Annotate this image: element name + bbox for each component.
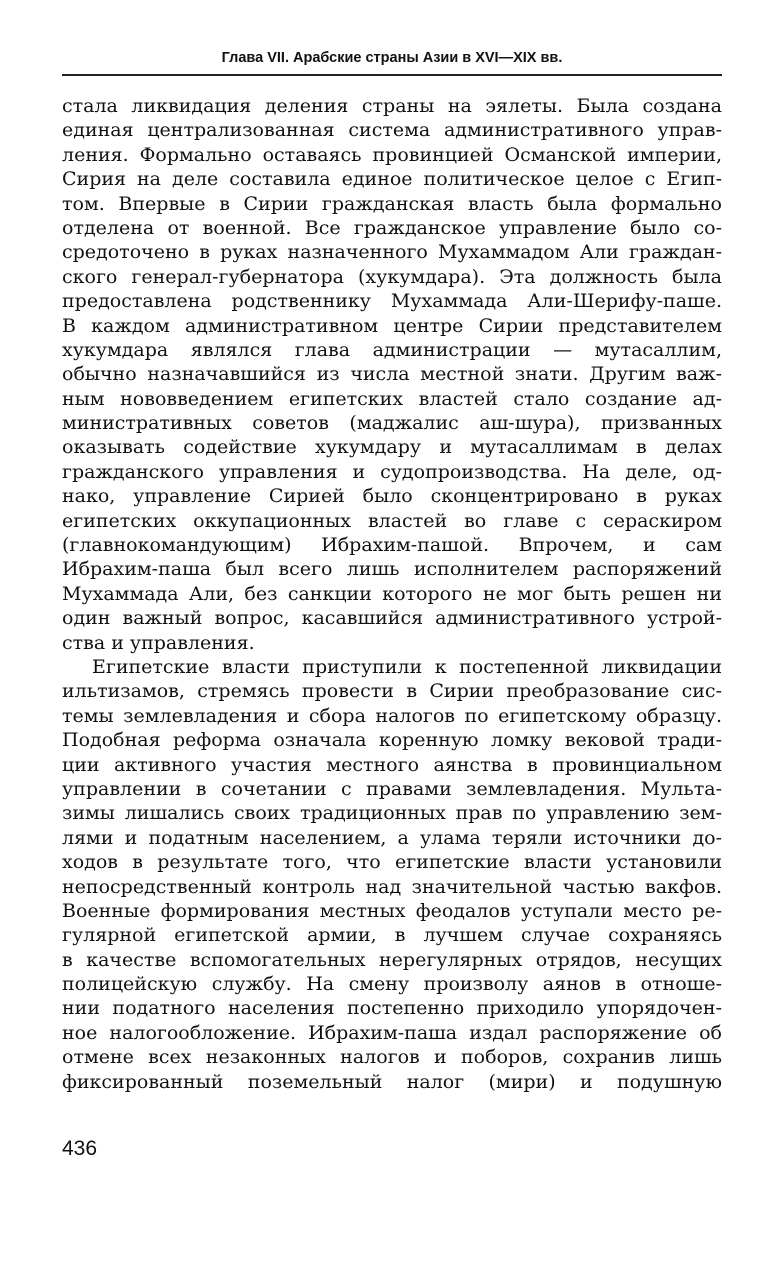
text-line: темы землевладения и сбора налогов по египетскому образцу.: [62, 704, 722, 727]
text-line: хукумдара являлся глава администрации — мутасаллим,: [62, 338, 722, 361]
text-line: непосредственный контроль над значительной частью вакфов.: [62, 875, 722, 898]
text-line: Военные формирования местных феодалов уступали место ре-: [62, 899, 722, 922]
text-line: нако, управление Сирией было сконцентрировано в руках: [62, 485, 722, 508]
text-line: том. Впервые в Сирии гражданская власть была формально: [62, 192, 722, 215]
text-line: гражданского управления и судопроизводства. На деле, од-: [62, 460, 722, 483]
text-line: управлении в сочетании с правами землевладения. Мульта-: [62, 777, 722, 800]
text-line: предоставлена родственнику Мухаммада Али-Шерифу-паше.: [62, 290, 722, 313]
body-text: [62, 94, 722, 1094]
text-line: ского генерал-губернатора (хукумдара). Эта должность была: [62, 265, 722, 288]
text-line: единая централизованная система административного управ-: [62, 119, 722, 142]
text-line: ления. Формально оставаясь провинцией Османской империи,: [62, 143, 722, 166]
text-line: отмене всех незаконных налогов и поборов, сохранив лишь: [62, 1046, 722, 1069]
text-line: один важный вопрос, касавшийся административного устрой-: [62, 607, 722, 630]
text-line: нии податного населения постепенно приходило упорядочен-: [62, 997, 722, 1020]
running-head: Глава VII. Арабские страны Азии в XVI—XIX вв.: [221, 50, 563, 66]
page-number: 436: [62, 1137, 98, 1160]
text-line: стала ликвидация деления страны на эялеты. Была создана: [62, 95, 722, 117]
text-line: Египетские власти приступили к постепенной ликвидации: [92, 655, 722, 678]
text-line: ным нововведением египетских властей стало создание ад-: [62, 387, 722, 410]
text-line: Ибрахим-паша был всего лишь исполнителем распоряжений: [62, 558, 722, 581]
text-line: полицейскую службу. На смену произволу аянов в отноше-: [62, 973, 722, 996]
text-line: гулярной египетской армии, в лучшем случае сохраняясь: [62, 924, 722, 947]
text-line: (главнокомандующим) Ибрахим-пашой. Впрочем, и сам: [62, 534, 722, 557]
text-line: Подобная реформа означала коренную ломку вековой тради-: [62, 729, 722, 752]
text-line: В каждом административном центре Сирии представителем: [62, 314, 722, 337]
text-line: министративных советов (маджалис аш-шура), призванных: [62, 412, 722, 435]
text-line: в качестве вспомогательных нерегулярных отрядов, несущих: [62, 948, 722, 971]
text-line: египетских оккупационных властей во главе с сераскиром: [62, 509, 722, 532]
text-line: лями и податным населением, а улама теряли источники до-: [62, 826, 722, 849]
text-line: ильтизамов, стремясь провести в Сирии преобразование сис-: [62, 680, 722, 703]
text-line: зимы лишались своих традиционных прав по управлению зем-: [62, 802, 722, 825]
text-line: ное налогообложение. Ибрахим-паша издал распоряжение об: [62, 1021, 722, 1044]
text-line: фиксированный поземельный налог (мири) и подушную: [62, 1070, 722, 1093]
text-line: отделена от военной. Все гражданское управление было со-: [62, 216, 722, 239]
text-line: ходов в результате того, что египетские власти установили: [62, 851, 722, 874]
text-line: Мухаммада Али, без санкции которого не мог быть решен ни: [62, 582, 722, 605]
text-line: обычно назначавшийся из числа местной знати. Другим важ-: [62, 363, 722, 386]
header-rule: [62, 74, 722, 76]
text-line: ции активного участия местного аянства в провинциальном: [62, 753, 722, 776]
text-line: оказывать содействие хукумдару и мутасаллимам в делах: [62, 436, 722, 459]
text-line: ства и управления.: [62, 631, 255, 654]
text-line: Сирия на деле составила единое политическое целое с Егип-: [62, 168, 722, 191]
text-line: средоточено в руках назначенного Мухаммадом Али граждан-: [62, 241, 722, 264]
